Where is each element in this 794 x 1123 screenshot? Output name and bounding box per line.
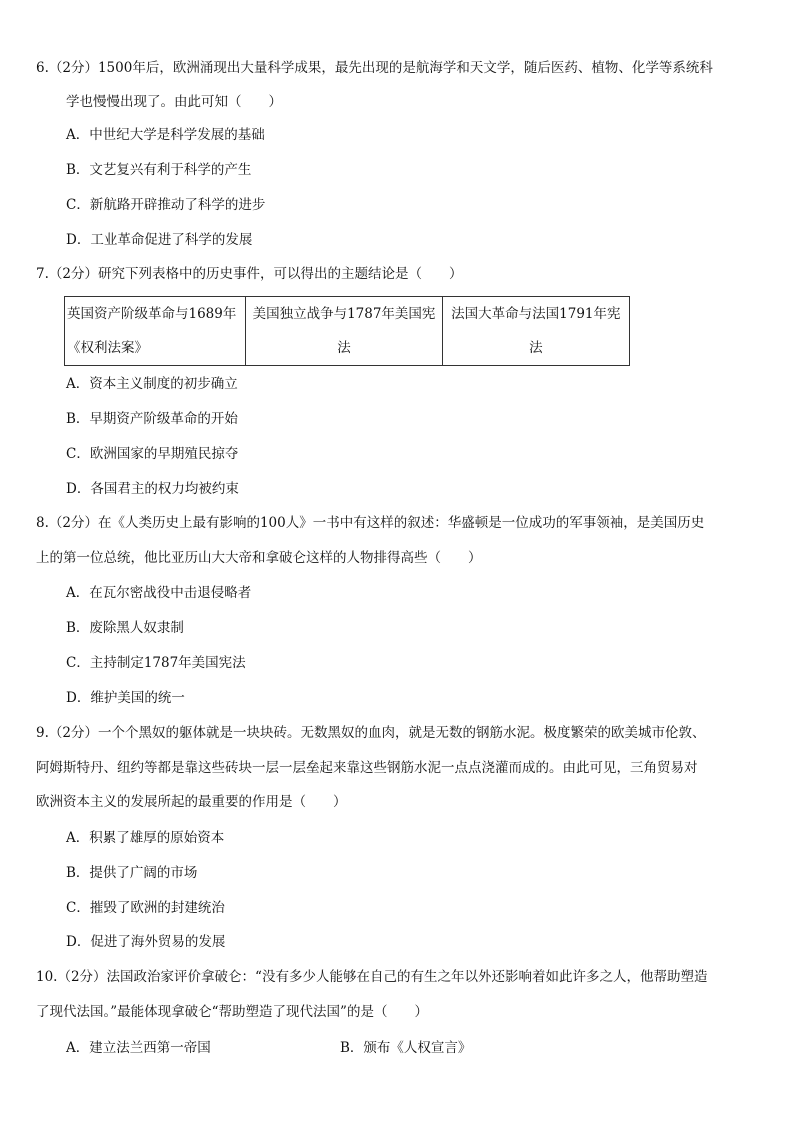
q8-option-b: B．废除黑人奴隶制: [66, 620, 184, 636]
q10-option-b: B．颁布《人权宣言》: [340, 1040, 472, 1056]
q9-option-c: C．摧毁了欧洲的封建统治: [66, 900, 225, 916]
q7-option-c: C．欧洲国家的早期殖民掠夺: [66, 446, 239, 462]
q6-option-d: D．工业革命促进了科学的发展: [66, 232, 253, 248]
q10-option-a: A．建立法兰西第一帝国: [66, 1040, 211, 1056]
q6-option-b: B．文艺复兴有利于科学的产生: [66, 162, 252, 178]
q7-option-a: A．资本主义制度的初步确立: [66, 376, 238, 392]
q7-events-table: [64, 296, 630, 366]
q9-option-a: A．积累了雄厚的原始资本: [66, 830, 225, 846]
q6-stem-line1: 6.（2分）1500年后，欧洲涌现出大量科学成果，最先出现的是航海学和天文学，随后医药、植物、化学等系统科: [36, 60, 713, 76]
q9-option-b: B．提供了广阔的市场: [66, 865, 198, 881]
q9-stem-line3: 欧洲资本主义的发展所起的最重要的作用是（ ）: [36, 794, 347, 810]
q6-stem-line2: 学也慢慢出现了。由此可知（ ）: [66, 94, 282, 110]
q6-option-c: C．新航路开辟推动了科学的进步: [66, 197, 266, 213]
q8-option-d: D．维护美国的统一: [66, 690, 185, 706]
q8-stem-line1: 8.（2分）在《人类历史上最有影响的100人》一书中有这样的叙述：华盛顿是一位成功的军事领袖，是美国历史: [36, 515, 705, 531]
table-cell-america: 美国独立战争与1787年美国宪法: [246, 297, 442, 366]
q8-stem-line2: 上的第一位总统，他比亚历山大大帝和拿破仑这样的人物排得高些（ ）: [36, 550, 482, 566]
table-row: [65, 297, 630, 366]
q7-option-d: D．各国君主的权力均被约束: [66, 481, 239, 497]
q8-option-c: C．主持制定1787年美国宪法: [66, 655, 246, 671]
table-cell-france: 法国大革命与法国1791年宪法: [442, 297, 629, 366]
table-cell-england: 英国资产阶级革命与1689年《权利法案》: [65, 297, 246, 366]
q9-stem-line1: 9.（2分）一个个黑奴的躯体就是一块块砖。无数黑奴的血肉，就是无数的钢筋水泥。极度繁荣的欧美城市伦敦、: [36, 725, 706, 741]
q10-stem-line1: 10.（2分）法国政治家评价拿破仑：“没有多少人能够在自己的有生之年以外还影响着如此许多之人，他帮助塑造: [36, 969, 708, 985]
q9-stem-line2: 阿姆斯特丹、纽约等都是靠这些砖块一层一层垒起来靠这些钢筋水泥一点点浇灌而成的。由此可见，三角贸易对: [36, 760, 698, 776]
q9-option-d: D．促进了海外贸易的发展: [66, 934, 226, 950]
q7-option-b: B．早期资产阶级革命的开始: [66, 411, 238, 427]
q10-stem-line2: 了现代法国。”最能体现拿破仑“帮助塑造了现代法国”的是（ ）: [36, 1004, 428, 1020]
q6-option-a: A．中世纪大学是科学发展的基础: [66, 127, 265, 143]
q8-option-a: A．在瓦尔密战役中击退侵略者: [66, 585, 252, 601]
q7-stem-line1: 7.（2分）研究下列表格中的历史事件，可以得出的主题结论是（ ）: [36, 266, 463, 282]
